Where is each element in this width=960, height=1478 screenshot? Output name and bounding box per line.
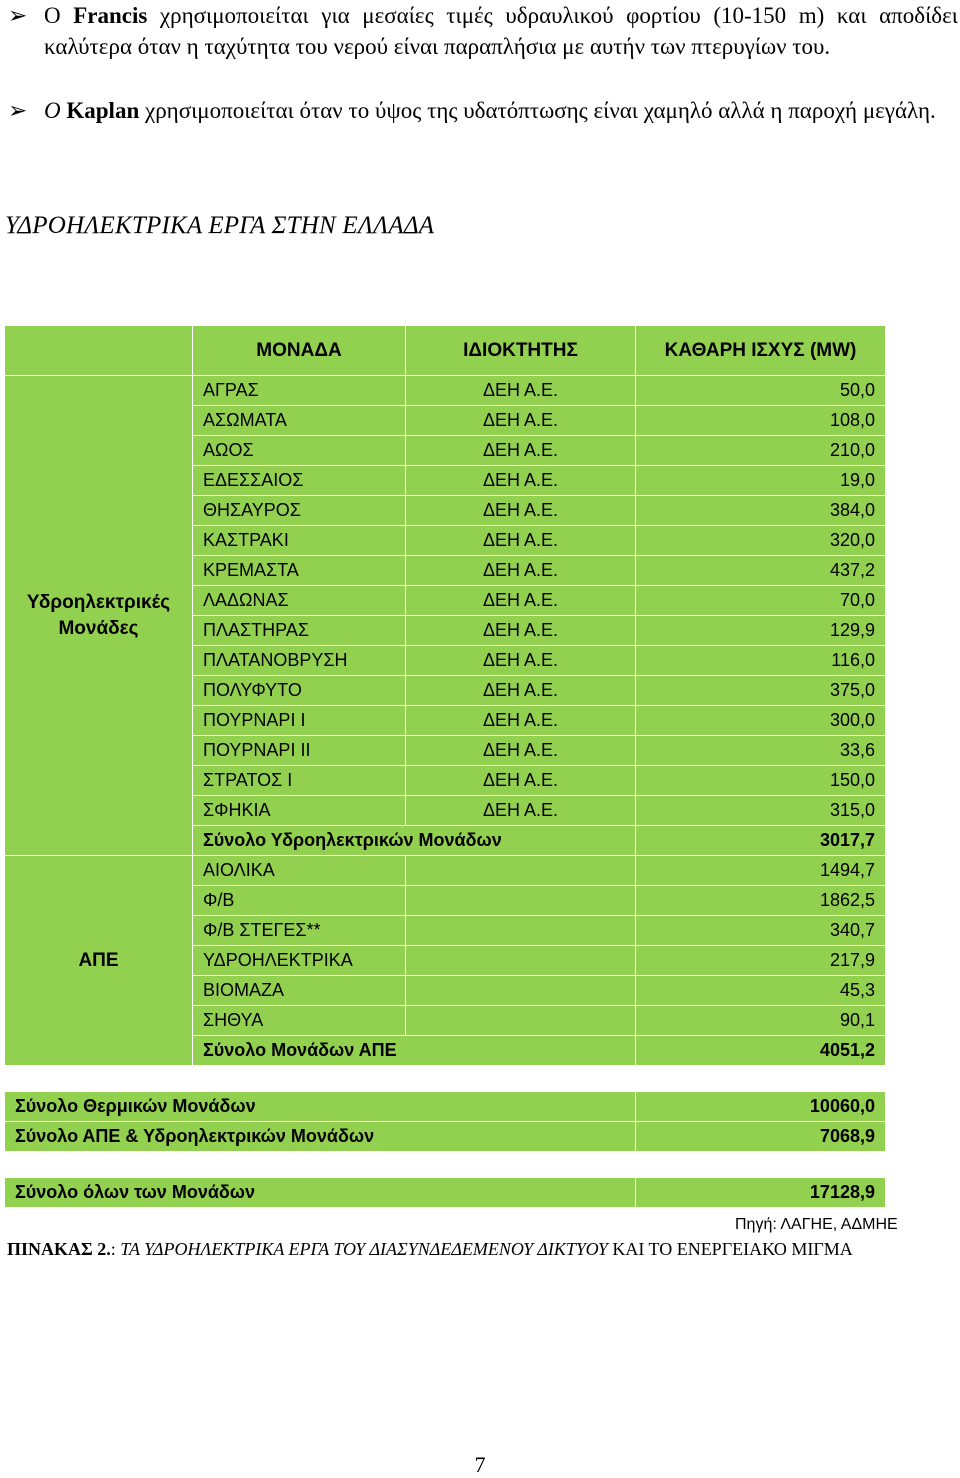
header-row [5, 326, 886, 376]
power-cell: 45,3 [636, 976, 886, 1006]
total-value: 4051,2 [636, 1036, 886, 1066]
owner-cell: ΔΕΗ Α.Ε. [406, 496, 636, 526]
owner-cell: ΔΕΗ Α.Ε. [406, 376, 636, 406]
owner-cell [406, 1006, 636, 1036]
power-cell: 1494,7 [636, 856, 886, 886]
owner-cell: ΔΕΗ Α.Ε. [406, 466, 636, 496]
spacer-cell [5, 1152, 886, 1178]
total-value: 7068,9 [636, 1122, 886, 1152]
power-cell: 217,9 [636, 946, 886, 976]
header-corner [5, 326, 193, 376]
owner-cell [406, 886, 636, 916]
total-label: Σύνολο όλων των Μονάδων [5, 1178, 636, 1208]
owner-cell: ΔΕΗ Α.Ε. [406, 646, 636, 676]
grand-total-row [5, 1178, 886, 1208]
spacer-row [5, 1152, 886, 1178]
power-cell: 375,0 [636, 676, 886, 706]
power-cell: 300,0 [636, 706, 886, 736]
turbine-name: Kaplan [66, 98, 140, 123]
owner-cell: ΔΕΗ Α.Ε. [406, 436, 636, 466]
power-cell: 90,1 [636, 1006, 886, 1036]
table-row [5, 376, 886, 406]
bullet-text: Ο Kaplan χρησιμοποιείται όταν το ύψος της υδατόπτωσης είναι χαμηλό αλλά η παροχή μεγάλη. [44, 98, 936, 123]
unit-cell: ΚΑΣΤΡΑΚΙ [193, 526, 406, 556]
power-cell: 50,0 [636, 376, 886, 406]
unit-cell: Φ/Β [193, 886, 406, 916]
power-cell: 384,0 [636, 496, 886, 526]
power-cell: 129,9 [636, 616, 886, 646]
unit-cell: ΠΟΥΡΝΑΡΙ ΙΙ [193, 736, 406, 766]
bullet-kaplan [8, 95, 958, 126]
header-power: ΚΑΘΑΡΗ ΙΣΧΥΣ (MW) [636, 326, 886, 376]
spacer-row [5, 1066, 886, 1092]
total-label: Σύνολο Θερμικών Μονάδων [5, 1092, 636, 1122]
owner-cell [406, 856, 636, 886]
unit-cell: ΛΑΔΩΝΑΣ [193, 586, 406, 616]
unit-cell: ΚΡΕΜΑΣΤΑ [193, 556, 406, 586]
power-cell: 437,2 [636, 556, 886, 586]
owner-cell: ΔΕΗ Α.Ε. [406, 766, 636, 796]
thermal-total-row [5, 1092, 886, 1122]
power-cell: 19,0 [636, 466, 886, 496]
owner-cell: ΔΕΗ Α.Ε. [406, 706, 636, 736]
power-units-table [4, 325, 886, 1208]
unit-cell: ΠΛΑΤΑΝΟΒΡΥΣΗ [193, 646, 406, 676]
power-cell: 70,0 [636, 586, 886, 616]
owner-cell [406, 976, 636, 1006]
arrow-bullet-icon: ➢ [8, 3, 28, 28]
owner-cell: ΔΕΗ Α.Ε. [406, 406, 636, 436]
power-cell: 210,0 [636, 436, 886, 466]
total-label: Σύνολο ΑΠΕ & Υδροηλεκτρικών Μονάδων [5, 1122, 636, 1152]
total-label: Σύνολο Μονάδων ΑΠΕ [193, 1036, 636, 1066]
unit-cell: ΑΓΡΑΣ [193, 376, 406, 406]
bullet-francis [8, 0, 958, 62]
unit-cell: Φ/Β ΣΤΕΓΕΣ** [193, 916, 406, 946]
res-hydro-total-row [5, 1122, 886, 1152]
power-cell: 116,0 [636, 646, 886, 676]
unit-cell: ΑΩΟΣ [193, 436, 406, 466]
total-value: 3017,7 [636, 826, 886, 856]
owner-cell [406, 916, 636, 946]
owner-cell: ΔΕΗ Α.Ε. [406, 796, 636, 826]
unit-cell: ΑΙΟΛΙΚΑ [193, 856, 406, 886]
owner-cell: ΔΕΗ Α.Ε. [406, 526, 636, 556]
owner-cell [406, 946, 636, 976]
source-note: Πηγή: ΛΑΓΗΕ, ΑΔΜΗΕ [735, 1216, 898, 1233]
owner-cell: ΔΕΗ Α.Ε. [406, 616, 636, 646]
power-cell: 150,0 [636, 766, 886, 796]
arrow-bullet-icon: ➢ [8, 98, 28, 123]
owner-cell: ΔΕΗ Α.Ε. [406, 556, 636, 586]
turbine-name: Francis [73, 3, 148, 28]
power-cell: 320,0 [636, 526, 886, 556]
header-unit: ΜΟΝΑΔΑ [193, 326, 406, 376]
total-label: Σύνολο Υδροηλεκτρικών Μονάδων [193, 826, 636, 856]
unit-cell: ΣΦΗΚΙΑ [193, 796, 406, 826]
spacer-cell [5, 1066, 886, 1092]
owner-cell: ΔΕΗ Α.Ε. [406, 586, 636, 616]
owner-cell: ΔΕΗ Α.Ε. [406, 736, 636, 766]
power-cell: 33,6 [636, 736, 886, 766]
unit-cell: ΠΛΑΣΤΗΡΑΣ [193, 616, 406, 646]
unit-cell: ΕΔΕΣΣΑΙΟΣ [193, 466, 406, 496]
group-label-hydro: Υδροηλεκτρικές Μονάδες [5, 376, 193, 856]
owner-cell: ΔΕΗ Α.Ε. [406, 676, 636, 706]
group-label-res: ΑΠΕ [5, 856, 193, 1066]
power-cell: 1862,5 [636, 886, 886, 916]
power-cell: 340,7 [636, 916, 886, 946]
unit-cell: ΑΣΩΜΑΤΑ [193, 406, 406, 436]
power-cell: 108,0 [636, 406, 886, 436]
table-row [5, 856, 886, 886]
total-value: 17128,9 [636, 1178, 886, 1208]
table-caption: ΠΙΝΑΚΑΣ 2.: ΤΑ ΥΔΡΟΗΛΕΚΤΡΙΚΑ ΕΡΓΑ ΤΟΥ ΔΙΑΣΥΝΔΕΔΕΜΕΝΟΥ ΔΙΚΤΥΟΥ ΚΑΙ ΤΟ ΕΝΕΡΓΕΙΑΚΟ ΜΙΓΜΑ [7, 1239, 853, 1259]
section-title: ΥΔΡΟΗΛΕΚΤΡΙΚΑ ΕΡΓΑ ΣΤΗΝ ΕΛΛΑΔΑ [5, 212, 435, 239]
unit-cell: ΥΔΡΟΗΛΕΚΤΡΙΚΑ [193, 946, 406, 976]
unit-cell: ΣΤΡΑΤΟΣ Ι [193, 766, 406, 796]
unit-cell: ΠΟΛΥΦΥΤΟ [193, 676, 406, 706]
bullet-text: Ο Francis χρησιμοποιείται για μεσαίες τιμές υδραυλικού φορτίου (10-150 m) και αποδίδει καλύτερα όταν η ταχύτητα του νερού είναι παραπλήσια με αυτήν των πτερυγίων του. [44, 3, 958, 59]
unit-cell: ΣΗΘΥΑ [193, 1006, 406, 1036]
header-owner: ΙΔΙΟΚΤΗΤΗΣ [406, 326, 636, 376]
power-cell: 315,0 [636, 796, 886, 826]
unit-cell: ΠΟΥΡΝΑΡΙ Ι [193, 706, 406, 736]
total-value: 10060,0 [636, 1092, 886, 1122]
unit-cell: ΒΙΟΜΑΖΑ [193, 976, 406, 1006]
unit-cell: ΘΗΣΑΥΡΟΣ [193, 496, 406, 526]
page-number: 7 [474, 1452, 486, 1477]
